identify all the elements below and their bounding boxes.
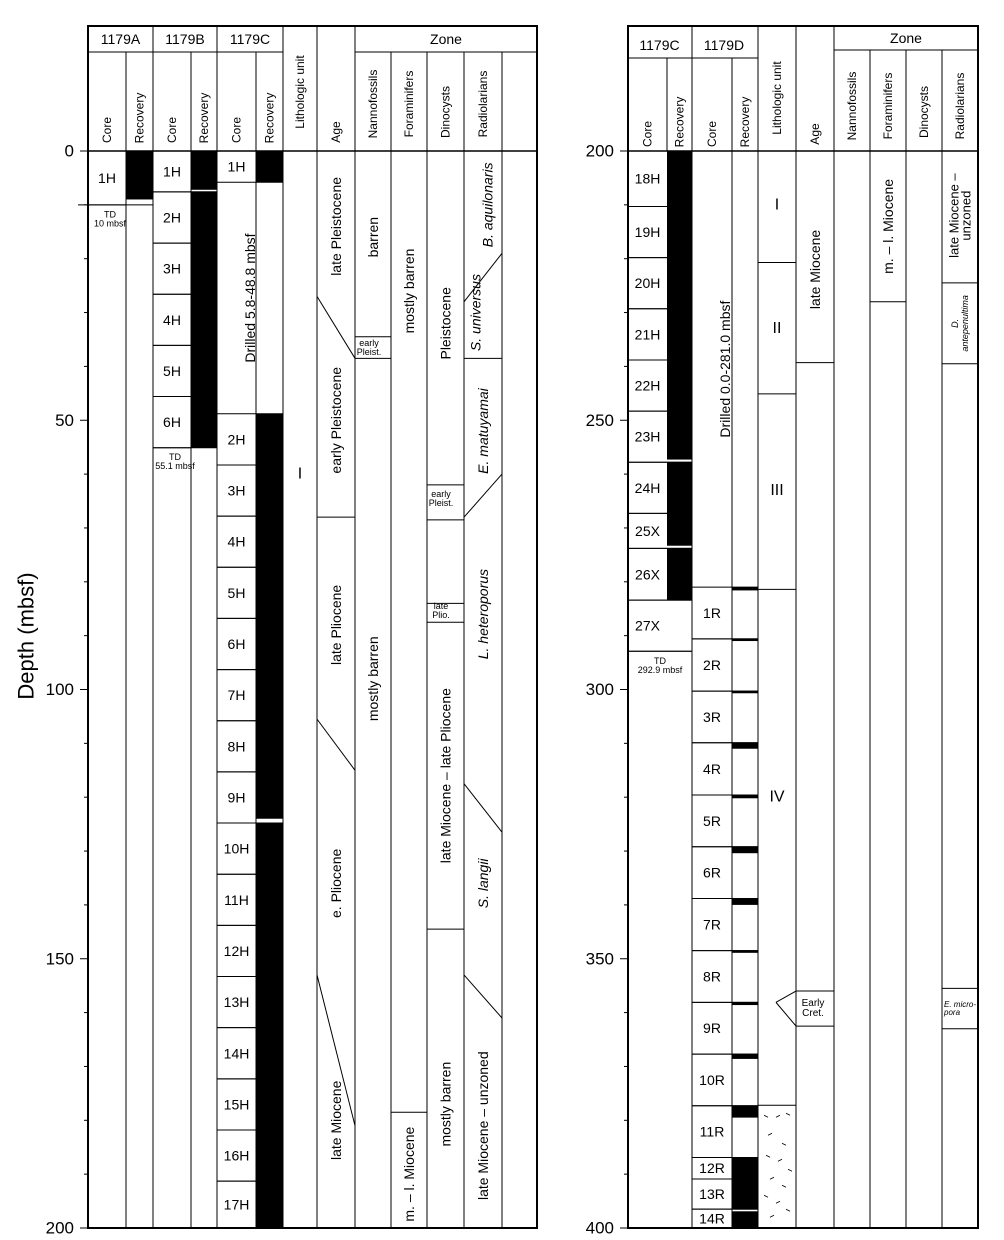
hole-1179c-core-label: 9H <box>227 789 246 806</box>
right-radio-label-line: unzoned <box>958 190 974 241</box>
right-tick-label: 300 <box>585 680 614 699</box>
left-age-label: late Pliocene <box>328 584 344 665</box>
hole-1179d-recovery-bar <box>732 1211 758 1228</box>
right-lith-unit-label: IV <box>769 788 785 806</box>
left-age-header: Age <box>329 121 343 143</box>
hole-1179c-deep-core-label: 27X <box>635 617 660 634</box>
right-lith-pattern-dash <box>764 1195 768 1197</box>
hole-1179b-core-label: 6H <box>163 414 181 431</box>
hole-1179d-core-label: 14R <box>699 1210 725 1227</box>
right-radio-small-label-line: pora <box>944 1007 961 1017</box>
hole-1179c-core-label: 2H <box>227 431 246 448</box>
right-tick-label: 350 <box>585 949 614 969</box>
hole-1179b-td-label-line: 55.1 mbsf <box>155 461 195 472</box>
hole-1179c-deep-td-label-line: TD <box>654 655 666 666</box>
hole-1179c-deep-core-label: 20H <box>634 275 661 292</box>
right-recovery-header: Recovery <box>738 96 752 148</box>
left-radio-boundary <box>464 784 502 832</box>
left-core-header: Core <box>100 116 114 144</box>
hole-1179c-deep-core-label: 22H <box>634 377 661 394</box>
hole-1179d-core-label: 12R <box>699 1160 725 1177</box>
hole-1179c-deep-td-label-line: 292.9 mbsf <box>637 664 683 675</box>
right-lith-pattern-dash <box>786 1113 790 1115</box>
hole-1179c-core-label: 7H <box>227 687 246 704</box>
left-age-label: late Pleistocene <box>328 176 344 276</box>
hole-1179b-core-label: 1H <box>163 163 181 180</box>
depth-axis-label: Depth (mbsf) <box>13 572 39 700</box>
right-lith-pattern-dash <box>776 1201 780 1203</box>
right-foram-header: Foraminifers <box>881 72 895 140</box>
hole-1179b-recovery-bar <box>191 192 217 448</box>
left-tick-label: 200 <box>45 1218 74 1238</box>
hole-1179c-deep-core-label: 21H <box>634 326 661 343</box>
right-lith-pattern-dash <box>786 1209 790 1211</box>
right-lith-pattern-dash <box>766 1155 770 1157</box>
right-lith-pattern-dash <box>776 1115 780 1117</box>
right-radio-label <box>947 173 974 258</box>
hole-1179d-recovery-bar <box>732 743 758 749</box>
left-age-label: late Miocene <box>328 1080 344 1160</box>
hole-1179c-deep-core-label: 25X <box>635 522 660 539</box>
left-radio-label: late Miocene – unzoned <box>475 1051 491 1201</box>
hole-1179c-recovery-bar <box>256 414 283 819</box>
hole-1179c-core-label: 17H <box>223 1196 250 1213</box>
left-radio-header: Radiolarians <box>476 70 490 138</box>
hole-1179c-core-label: 12H <box>223 942 250 959</box>
hole-1179c-deep-core-label: 23H <box>634 428 661 445</box>
right-lith-pattern-dash <box>764 1115 768 1117</box>
hole-1179c-core-label: 15H <box>223 1096 250 1113</box>
hole-1179d-core-label: 13R <box>699 1186 725 1203</box>
hole-1179c-core-label: 10H <box>223 840 250 857</box>
left-lith-unit-label: I <box>297 465 303 483</box>
hole-1179d-core-label: 2R <box>703 656 721 673</box>
right-age-connector <box>776 991 796 1002</box>
left-tick-label: 100 <box>45 680 74 699</box>
right-age-header: Age <box>808 123 822 145</box>
left-dino-small-label <box>429 489 454 508</box>
right-early-cret-label-line: Cret. <box>802 1008 824 1020</box>
right-tick-label: 400 <box>585 1218 614 1238</box>
left-hole-1179a-header: 1179A <box>100 31 141 47</box>
hole-1179c-deep-recovery-bar <box>667 151 692 460</box>
hole-1179d-core-label: 7R <box>703 916 721 933</box>
right-nanno-header: Nannofossils <box>845 71 859 141</box>
left-lith-header: Lithologic unit <box>293 55 307 129</box>
hole-1179c-core-label: 5H <box>227 584 246 601</box>
right-recovery-header: Recovery <box>672 96 687 148</box>
hole-1179d-core-label: 8R <box>703 968 721 985</box>
hole-1179c-core-label: 3H <box>227 482 246 499</box>
right-core-header: Core <box>640 120 655 148</box>
hole-1179d-recovery-bar <box>732 1054 758 1059</box>
right-lith-unit-label: I <box>774 196 780 214</box>
hole-1179c-deep-core-label: 24H <box>634 479 661 496</box>
left-hole-1179b-header: 1179B <box>165 31 205 47</box>
right-dino-header: Dinocysts <box>917 85 931 139</box>
left-dino-label: Pleistocene <box>437 287 454 360</box>
right-zone-header: Zone <box>890 30 922 46</box>
left-tick-label: 0 <box>64 141 74 161</box>
hole-1179c-deep-recovery-bar <box>667 548 692 600</box>
left-hole-1179c-header: 1179C <box>229 31 271 47</box>
right-early-cret-label-line: Early <box>801 998 825 1010</box>
hole-1179d-drilled-label: Drilled 0.0-281.0 mbsf <box>717 300 733 438</box>
left-nanno-label: mostly barren <box>365 636 381 722</box>
right-tick-label: 250 <box>585 410 614 430</box>
right-radio-small-label-line: E. micro- <box>944 999 976 1009</box>
left-recovery-header: Recovery <box>197 92 211 144</box>
hole-1179b-core-label: 4H <box>163 311 181 328</box>
hole-1179c-deep-core-label: 19H <box>634 224 661 241</box>
hole-1179c-core-label: 13H <box>223 994 250 1011</box>
left-radio-boundary <box>464 975 502 1018</box>
right-lith-unit-label: II <box>772 320 782 338</box>
hole-1179b-td-label <box>155 452 195 471</box>
left-recovery-header: Recovery <box>132 92 147 144</box>
right-lith-pattern-dash <box>770 1215 774 1217</box>
hole-1179a-core-label: 1H <box>98 169 116 186</box>
left-panel-border <box>88 26 537 1228</box>
right-early-cret-label <box>802 998 825 1019</box>
hole-1179d-core-label: 11R <box>699 1123 725 1140</box>
left-radio-label: B. aquilonaris <box>479 162 496 248</box>
hole-1179a-td-label <box>94 209 127 228</box>
hole-1179d-recovery-bar <box>732 1106 758 1118</box>
hole-1179d-core-label: 1R <box>703 605 721 622</box>
left-age-label: early Pleistocene <box>328 366 344 474</box>
right-age-label: late Miocene <box>807 229 823 310</box>
hole-1179c-recovery-bar <box>256 823 283 1228</box>
left-panel-frame <box>88 26 537 1228</box>
hole-1179c-deep-recovery-bar <box>667 462 692 545</box>
right-radio-small-label-line: D. <box>950 318 960 328</box>
right-radio-small-label <box>950 295 970 352</box>
left-dino-small-label <box>432 601 450 620</box>
hole-1179a-td-label-line: TD <box>104 209 116 220</box>
right-hole-1179c-header: 1179C <box>639 37 680 53</box>
hole-1179c-core-label: 11H <box>224 891 249 908</box>
hole-1179b-core-label: 2H <box>163 209 181 226</box>
left-radio-label: S. universus <box>467 274 484 352</box>
right-radio-small-label <box>943 1000 976 1017</box>
left-nanno-small-label <box>357 338 382 357</box>
left-age-label: e. Pliocene <box>328 848 344 919</box>
left-dino-label: late Miocene – late Pliocene <box>437 688 454 864</box>
left-radio-boundary <box>464 474 502 517</box>
hole-1179b-core-label: 5H <box>163 362 181 379</box>
left-foram-header: Foraminifers <box>402 70 416 138</box>
right-lith-pattern-dash <box>788 1169 792 1171</box>
right-age-connector <box>776 1002 796 1026</box>
hole-1179c-core-label: 1H <box>227 158 246 175</box>
left-core-header: Core <box>165 116 179 144</box>
hole-1179d-core-label: 6R <box>703 864 721 881</box>
right-hole-1179d-header: 1179D <box>703 37 745 53</box>
right-lith-pattern-dash <box>782 1185 786 1187</box>
hole-1179a-recovery-bar <box>126 151 153 199</box>
hole-1179c-core-label: 8H <box>227 738 246 755</box>
hole-1179d-core-label: 4R <box>703 760 721 777</box>
left-foram-label: m. – l. Miocene <box>401 1126 417 1222</box>
hole-1179c-deep-core-label: 18H <box>634 170 661 187</box>
right-radio-small-label-line: antepenultima <box>960 295 970 352</box>
hole-1179a-td-label-line: 10 mbsf <box>93 218 127 229</box>
hole-1179c-core-label: 16H <box>223 1147 250 1164</box>
hole-1179c-drilled-label: Drilled 5.8-48.8 mbsf <box>242 233 258 363</box>
right-core-header: Core <box>705 120 719 148</box>
right-lith-pattern-dash <box>770 1177 774 1179</box>
hole-1179d-recovery-bar <box>732 898 758 904</box>
left-radio-label: L. heteroporus <box>475 568 491 660</box>
left-radio-label: E. matuyamai <box>475 388 491 474</box>
left-zone-header: Zone <box>430 31 462 47</box>
hole-1179c-core-label: 6H <box>227 635 246 652</box>
right-tick-label: 200 <box>585 141 614 161</box>
left-recovery-header: Recovery <box>262 92 277 144</box>
left-dino-small-label-line: late <box>433 600 449 611</box>
left-tick-label: 50 <box>55 410 74 430</box>
left-foram-label: mostly barren <box>401 248 417 334</box>
hole-1179d-recovery-bar <box>732 847 758 853</box>
left-core-header: Core <box>229 116 244 144</box>
left-nanno-small-label-line: Pleist. <box>356 347 382 358</box>
left-dino-header: Dinocysts <box>438 85 453 139</box>
hole-1179d-core-label: 5R <box>703 812 721 829</box>
left-dino-label: mostly barren <box>437 1061 454 1147</box>
left-nanno-label: barren <box>365 216 381 258</box>
hole-1179d-recovery-bar <box>732 1157 758 1209</box>
hole-1179b-td-label-line: TD <box>169 452 181 463</box>
left-tick-label: 150 <box>45 949 74 969</box>
hole-1179d-core-label: 10R <box>699 1071 725 1088</box>
left-dino-small-label-line: early <box>431 488 451 499</box>
hole-1179c-core-label: 4H <box>227 533 246 550</box>
hole-1179b-core-label: 3H <box>163 260 181 277</box>
right-radio-header: Radiolarians <box>953 72 967 140</box>
hole-1179d-core-label: 3R <box>703 708 721 725</box>
left-radio-label: S. langii <box>475 858 491 909</box>
right-lith-pattern-dash <box>768 1133 772 1135</box>
left-dino-small-label-line: Plio. <box>432 609 450 620</box>
hole-1179c-core-label: 14H <box>223 1045 250 1062</box>
left-nanno-header: Nannofossils <box>366 69 380 139</box>
hole-1179c-deep-td-label <box>638 656 683 675</box>
hole-1179c-recovery-bar <box>256 151 283 182</box>
right-lith-pattern-dash <box>782 1143 786 1145</box>
left-age-boundary <box>317 719 355 770</box>
right-lith-pattern-dash <box>778 1159 782 1161</box>
hole-1179c-deep-core-label: 26X <box>635 566 660 583</box>
right-foram-label: m. – l. Miocene <box>880 178 896 274</box>
left-dino-small-label-line: Pleist. <box>428 497 454 508</box>
hole-1179d-core-label: 9R <box>703 1020 721 1037</box>
right-lith-header: Lithologic unit <box>770 61 784 135</box>
left-age-boundary <box>317 296 355 358</box>
left-nanno-small-label-line: early <box>359 338 379 349</box>
right-radio-label-line: late Miocene – <box>946 173 962 258</box>
hole-1179b-recovery-bar <box>191 151 217 190</box>
right-lith-unit-label: III <box>770 481 784 499</box>
